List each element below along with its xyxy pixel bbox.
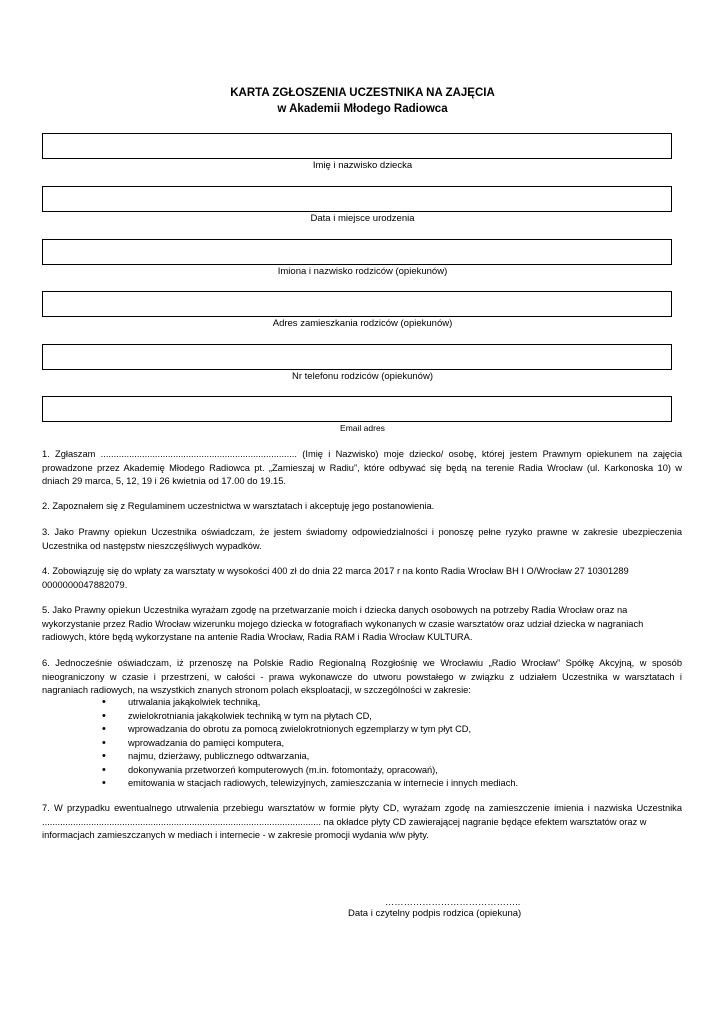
clause-6-line: 6. Jednocześnie oświadczam, iż przenoszę na Polskie Radio Regionalną Rozgłośnię we Wrocławiu „Radio Wrocław” Spółkę Akcyjną, w sposób xyxy=(42,658,682,668)
list-item: • wprowadzania do obrotu za pomocą zwielokrotnionych egzemplarzy w tym płyt CD, xyxy=(102,723,518,737)
clause-2 xyxy=(42,500,682,514)
clause-4-line: 0000000047882079. xyxy=(42,579,128,590)
clause-4 xyxy=(42,565,682,592)
clause-3 xyxy=(42,526,682,553)
clause-4-line: 4. Zobowiązuję się do wpłaty za warsztaty w wysokości 400 zł do dnia 22 marca 2017 r na konto Radia Wrocław BH I O/Wrocław 27 10301289 xyxy=(42,566,629,576)
parents-names-input[interactable] xyxy=(42,239,672,265)
signature-label: Data i czytelny podpis rodzica (opiekuna) xyxy=(348,908,522,919)
form-subtitle: w Akademii Młodego Radiowca xyxy=(277,103,448,115)
list-item: • wprowadzania do pamięci komputera, xyxy=(102,737,518,751)
rights-list xyxy=(102,696,518,791)
clause-5-line: 5. Jako Prawny opiekun Uczestnika wyrażam zgodę na przetwarzanie moich i dziecka danych osobowych na potrzeby Radia Wrocław oraz na xyxy=(42,605,628,615)
list-item: • zwielokrotniania jakąkolwiek techniką w tym na płytach CD, xyxy=(102,710,518,724)
clause-5-line: radiowych, które będą wykorzystane na antenie Radia Wrocław, Radia RAM i Radia Wrocław KULTURA. xyxy=(42,632,473,642)
list-item: • dokonywania przetworzeń komputerowych (m.in. fotomontaży, opracowań), xyxy=(102,764,518,778)
parents-phone-input[interactable] xyxy=(42,344,672,370)
email-input[interactable] xyxy=(42,396,672,422)
clause-5-line: wykorzystanie przez Radio Wrocław wizerunku mojego dziecka w fotografiach wykonanych w czasie warsztatów oraz udział dziecka w nagraniach xyxy=(42,618,644,629)
clause-6-line: nagraniach radiowych, na wszystkich znanych stronom polach eksploatacji, w szczególności w zakresie: xyxy=(42,685,471,695)
clause-6-line: nieograniczony w czasie i przestrzeni, w całości - prawa wykonawcze do utworu powstałego w związku z udziałem Uczestnika w warsztatach i xyxy=(42,671,682,682)
clause-3-line: 3. Jako Prawny opiekun Uczestnika oświadczam, że jestem świadomy odpowiedzialności i ponoszę pełne ryzyko prawne w zakresie ubezpieczenia xyxy=(42,527,682,537)
clause-1-line: 1. Zgłaszam ............................................................................ (Imię i Nazwisko) moje dziecko/ osobę, której jestem Prawnym opiekunem na zajęcia xyxy=(42,449,682,459)
parents-names-label: Imiona i nazwisko rodziców (opiekunów) xyxy=(277,266,448,277)
form-title: KARTA ZGŁOSZENIA UCZESTNIKA NA ZAJĘCIA xyxy=(230,87,495,99)
clause-7-line: ............................................................................................................ na okładce płyty CD zawierającej nagranie będące efektem warsztatów oraz w xyxy=(42,816,647,827)
clause-1 xyxy=(42,448,682,489)
parents-phone-label: Nr telefonu rodziców (opiekunów) xyxy=(292,371,433,382)
child-name-input[interactable] xyxy=(42,133,672,159)
clause-2-text: 2. Zapoznałem się z Regulaminem uczestnictwa w warsztatach i akceptuję jego postanowienia. xyxy=(42,501,435,511)
birth-date-place-input[interactable] xyxy=(42,186,672,212)
list-item: • utrwalania jakąkolwiek techniką, xyxy=(102,696,518,710)
parents-address-label: Adres zamieszkania rodziców (opiekunów) xyxy=(272,318,453,329)
clause-6 xyxy=(42,657,682,698)
list-item: • najmu, dzierżawy, publicznego odtwarzania, xyxy=(102,750,518,764)
clause-7-line: 7. W przypadku ewentualnego utrwalenia przebiegu warsztatów w formie płyty CD, wyrażam zgodę na zamieszczenie imienia i nazwiska Uczestnika xyxy=(42,803,682,813)
clause-1-line: dniach 29 marca, 5, 12, 19 i 26 kwietnia od 17.00 do 19.15. xyxy=(42,476,286,486)
email-label: Email adres xyxy=(340,423,385,433)
clause-1-line: prowadzone przez Akademię Młodego Radiowca pt. „Zamieszaj w Radiu”, które odbywać się będą na terenie Radia Wrocław (ul. Karkonoska 10) w xyxy=(42,462,682,473)
clause-7-line: informacjach zamieszczanych w mediach i internecie - w zakresie promocji wydania w/w płyty. xyxy=(42,830,429,840)
signature-line[interactable]: …………………………………….. xyxy=(385,897,521,907)
clause-3-line: Uczestnika od następstw nieszczęśliwych wypadków. xyxy=(42,540,262,551)
clause-7 xyxy=(42,802,682,843)
clause-5 xyxy=(42,604,682,645)
birth-date-place-label: Data i miejsce urodzenia xyxy=(310,213,415,224)
parents-address-input[interactable] xyxy=(42,291,672,317)
list-item: • emitowania w stacjach radiowych, telewizyjnych, zamieszczania w internecie i innych mediach. xyxy=(102,777,518,791)
child-name-label: Imię i nazwisko dziecka xyxy=(312,160,413,171)
